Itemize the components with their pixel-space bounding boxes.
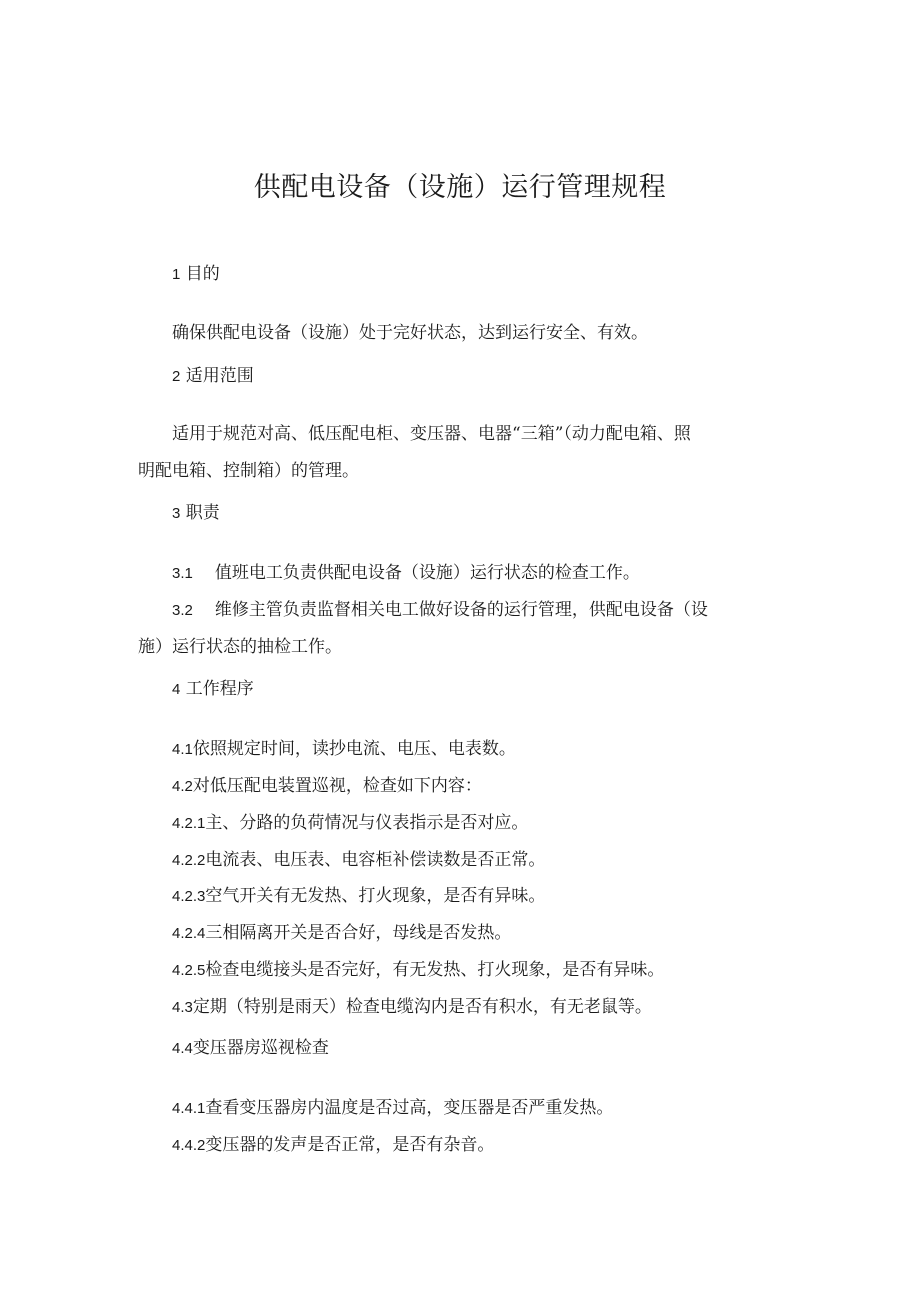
- item-number: 4.2.3: [172, 888, 206, 905]
- section-heading-text: 适用范围: [185, 366, 254, 386]
- item-text: 对低压配电装置巡视，检查如下内容：: [192, 776, 482, 796]
- list-item-procedure: [172, 848, 545, 873]
- item-number: 4.4.1: [172, 1100, 206, 1117]
- item-number: 3.2: [172, 602, 193, 619]
- list-item-procedure: [172, 958, 664, 983]
- item-number: 4.4.2: [172, 1137, 206, 1154]
- section-heading-text: 目的: [185, 264, 220, 284]
- item-number: 4.2: [172, 778, 193, 795]
- list-item-duty-continuation: 施）运行状态的抽检工作。: [138, 637, 342, 657]
- list-item-procedure: [172, 737, 516, 762]
- list-item-procedure: [172, 1096, 613, 1121]
- item-text: 变压器的发声是否正常，是否有杂音。: [205, 1135, 495, 1155]
- item-text: 主、分路的负荷情况与仪表指示是否对应。: [205, 813, 529, 833]
- list-item-procedure: [172, 995, 652, 1020]
- item-text: 查看变压器房内温度是否过高，变压器是否严重发热。: [205, 1098, 614, 1118]
- section-heading-procedure: [172, 677, 254, 702]
- section-heading-scope: [172, 364, 254, 389]
- list-item-duty: [172, 561, 640, 586]
- section-heading-text: 职责: [185, 503, 220, 523]
- list-item-procedure: [172, 1036, 329, 1061]
- section-heading-duties: [172, 501, 220, 526]
- section-heading-purpose: [172, 262, 220, 287]
- document-title: 供配电设备（设施）运行管理规程: [253, 172, 667, 203]
- paragraph-purpose: 确保供配电设备（设施）处于完好状态，达到运行安全、有效。: [172, 323, 648, 343]
- item-text: 定期（特别是雨天）检查电缆沟内是否有积水，有无老鼠等。: [192, 997, 652, 1017]
- paragraph-scope-line2: 明配电箱、控制箱）的管理。: [138, 461, 359, 481]
- list-item-procedure: [172, 811, 528, 836]
- item-text: 三相隔离开关是否合好，母线是否发热。: [205, 923, 512, 943]
- list-item-procedure: [172, 1133, 494, 1158]
- list-item-procedure: [172, 774, 482, 799]
- item-number: 4.2.2: [172, 852, 206, 869]
- item-number: 4.2.4: [172, 925, 206, 942]
- section-number: 1: [172, 266, 181, 283]
- item-number: 4.2.5: [172, 962, 206, 979]
- item-text: 变压器房巡视检查: [192, 1038, 329, 1058]
- item-number: 4.4: [172, 1040, 193, 1057]
- section-number: 3: [172, 505, 181, 522]
- list-item-procedure: [172, 921, 511, 946]
- item-text: 空气开关有无发热、打火现象，是否有异味。: [205, 886, 546, 906]
- item-text: 检查电缆接头是否完好，有无发热、打火现象，是否有异味。: [205, 960, 665, 980]
- item-text: 依照规定时间，读抄电流、电压、电表数。: [192, 739, 516, 759]
- item-number: 4.1: [172, 741, 193, 758]
- paragraph-scope-line1: 适用于规范对高、低压配电柜、变压器、电器“三箱”（动力配电箱、照: [172, 424, 691, 444]
- list-item-duty: [172, 598, 708, 623]
- item-number: 4.3: [172, 999, 193, 1016]
- item-text: 维修主管负责监督相关电工做好设备的运行管理，供配电设备（设: [214, 600, 708, 620]
- item-text: 电流表、电压表、电容柜补偿读数是否正常。: [205, 850, 546, 870]
- section-number: 4: [172, 681, 181, 698]
- list-item-procedure: [172, 884, 545, 909]
- item-number: 3.1: [172, 565, 193, 582]
- item-text: 值班电工负责供配电设备（设施）运行状态的检查工作。: [214, 563, 640, 583]
- section-heading-text: 工作程序: [185, 679, 254, 699]
- item-number: 4.2.1: [172, 815, 206, 832]
- section-number: 2: [172, 368, 181, 385]
